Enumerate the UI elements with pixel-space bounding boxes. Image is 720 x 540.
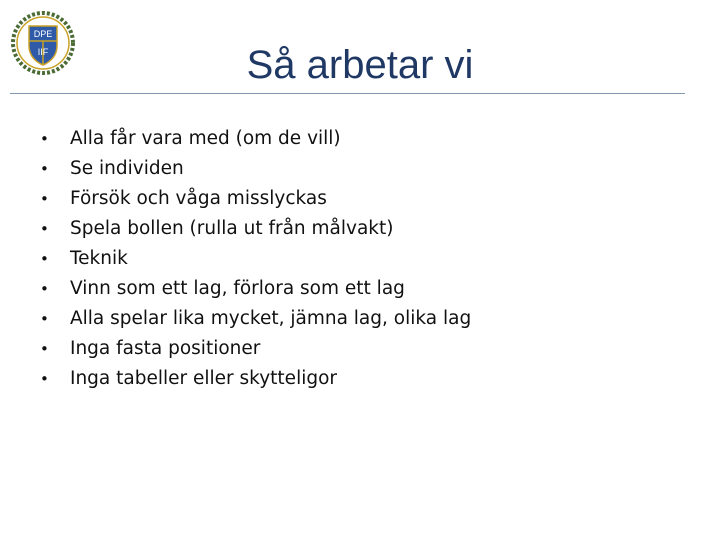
list-item: [40, 274, 471, 304]
list-item: [40, 214, 471, 244]
list-item-text: Teknik: [70, 248, 128, 269]
list-item-text: Se individen: [70, 158, 184, 179]
list-item-text: Försök och våga misslyckas: [70, 188, 327, 209]
bullet-marker: •: [40, 220, 49, 238]
list-item-text: Alla spelar lika mycket, jämna lag, olika lag: [70, 308, 472, 329]
list-item: [40, 304, 471, 334]
title-divider: [10, 93, 685, 94]
bullet-marker: •: [40, 250, 49, 268]
list-item: [40, 154, 471, 184]
list-item: [40, 364, 471, 394]
list-item-text: Inga tabeller eller skytteligor: [70, 368, 338, 389]
bullet-marker: •: [40, 160, 49, 178]
list-item: [40, 124, 471, 154]
bullet-list: [40, 124, 471, 394]
list-item-text: Alla får vara med (om de vill): [70, 128, 341, 149]
crest-monogram-bottom: IIF: [37, 47, 49, 57]
bullet-marker: •: [40, 130, 49, 148]
list-item-text: Vinn som ett lag, förlora som ett lag: [70, 278, 405, 299]
list-item: [40, 184, 471, 214]
crest-monogram-top: DPE: [33, 29, 53, 39]
bullet-marker: •: [40, 370, 49, 388]
slide-title: Så arbetar vi: [246, 43, 474, 87]
list-item: [40, 244, 471, 274]
list-item-text: Inga fasta positioner: [70, 338, 261, 359]
list-item: [40, 334, 471, 364]
bullet-marker: •: [40, 340, 49, 358]
club-crest-icon: [10, 10, 76, 76]
bullet-marker: •: [40, 280, 49, 298]
bullet-marker: •: [40, 310, 49, 328]
list-item-text: Spela bollen (rulla ut från målvakt): [70, 218, 394, 239]
bullet-marker: •: [40, 190, 49, 208]
